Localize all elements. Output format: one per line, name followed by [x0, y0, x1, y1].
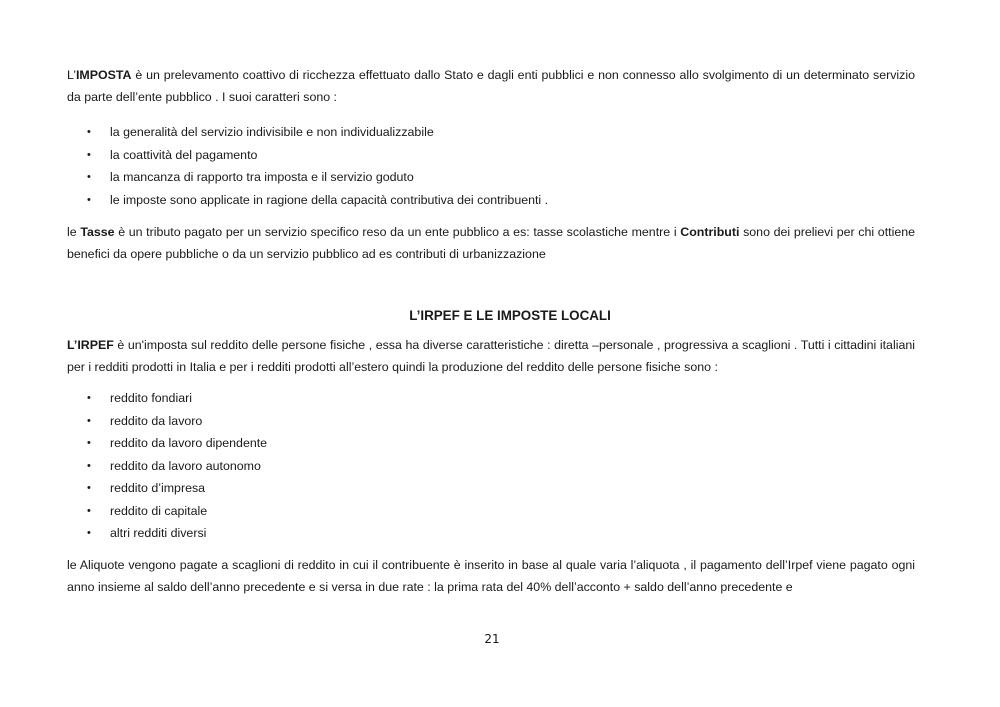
list-item-text: reddito d’impresa [110, 481, 206, 495]
tasse-mid: è un tributo pagato per un servizio specifico reso da un ente pubblico a es: tasse scolastiche mentre i [114, 225, 681, 239]
list-item [67, 432, 915, 455]
list-item-text: le imposte sono applicate in ragione della capacità contributiva dei contribuenti . [110, 192, 549, 207]
list-item [67, 410, 915, 433]
list-item-text: la generalità del servizio indivisibile e non individualizzabile [110, 125, 434, 139]
paragraph-irpef [67, 334, 915, 378]
imposta-text: è un prelevamento coattivo di ricchezza effettuato dallo Stato e dagli enti pubblici e non connesso allo svolgimento di un determinato servizio da parte dell’ente pubblico . I suoi caratteri sono : [67, 68, 915, 104]
page-number: 21 [484, 632, 500, 646]
list-item-text: reddito di capitale [110, 503, 208, 518]
list-item-text: reddito fondiari [110, 391, 192, 405]
bullet-icon: • [87, 414, 91, 427]
list-item [67, 189, 915, 212]
list-item [67, 387, 915, 410]
bullet-icon: • [87, 193, 91, 206]
document-page [67, 64, 915, 598]
list-item-text: la mancanza di rapporto tra imposta e il servizio goduto [110, 170, 414, 184]
bullet-icon: • [87, 171, 91, 183]
list-redditi [67, 387, 915, 545]
paragraph-imposta [67, 64, 915, 108]
bullet-icon: • [87, 504, 91, 517]
aliquote-text: le Aliquote vengono pagate a scaglioni di reddito in cui il contribuente è inserito in base al quale varia l’aliquota , il pagamento dell’Irpef viene pagato ogni anno insieme al saldo dell’anno precedente e si versa in due rate : la prima rata del 40% dell’acconto + saldo dell’anno precedente e [67, 557, 915, 594]
paragraph-tasse [67, 221, 915, 265]
section-heading: L’IRPEF E LE IMPOSTE LOCALI [409, 308, 611, 323]
list-item [67, 455, 915, 478]
list-item [67, 144, 915, 167]
irpef-text: è un'imposta sul reddito delle persone fisiche , essa ha diverse caratteristiche : diretta –personale , progressiva a scaglioni . Tutti i cittadini italiani per i redditi prodotti in Italia e per i redditi prodotti all’estero quindi la produzione del reddito delle persone fisiche sono : [67, 338, 915, 374]
list-item [67, 166, 915, 189]
bullet-icon: • [87, 437, 91, 449]
list-item-text: la coattività del pagamento [110, 147, 258, 162]
list-item-text: reddito da lavoro autonomo [110, 458, 261, 473]
list-item [67, 121, 915, 144]
tasse-prefix: le [67, 225, 81, 239]
list-item [67, 477, 915, 500]
bullet-icon: • [87, 392, 91, 404]
bullet-icon: • [87, 459, 91, 472]
tasse-term: Tasse [80, 225, 115, 239]
paragraph-aliquote [67, 554, 915, 598]
bullet-icon: • [87, 148, 91, 161]
bullet-icon: • [87, 126, 91, 138]
list-item-text: reddito da lavoro [110, 413, 203, 428]
list-item [67, 522, 915, 545]
bullet-icon: • [87, 527, 91, 539]
contributi-term: Contributi [680, 225, 740, 239]
irpef-term: L’IRPEF [67, 338, 114, 352]
list-item [67, 500, 915, 523]
imposta-prefix: L’ [67, 68, 76, 82]
list-item-text: reddito da lavoro dipendente [110, 436, 268, 450]
list-caratteri [67, 121, 915, 211]
bullet-icon: • [87, 482, 91, 494]
tasse-suffix: sono dei prelievi per chi ottiene benefici da opere pubbliche o da un servizio pubblico ad es contributi di urbanizzazione [67, 225, 916, 261]
list-item-text: altri redditi diversi [110, 526, 207, 540]
imposta-term: IMPOSTA [75, 68, 132, 82]
